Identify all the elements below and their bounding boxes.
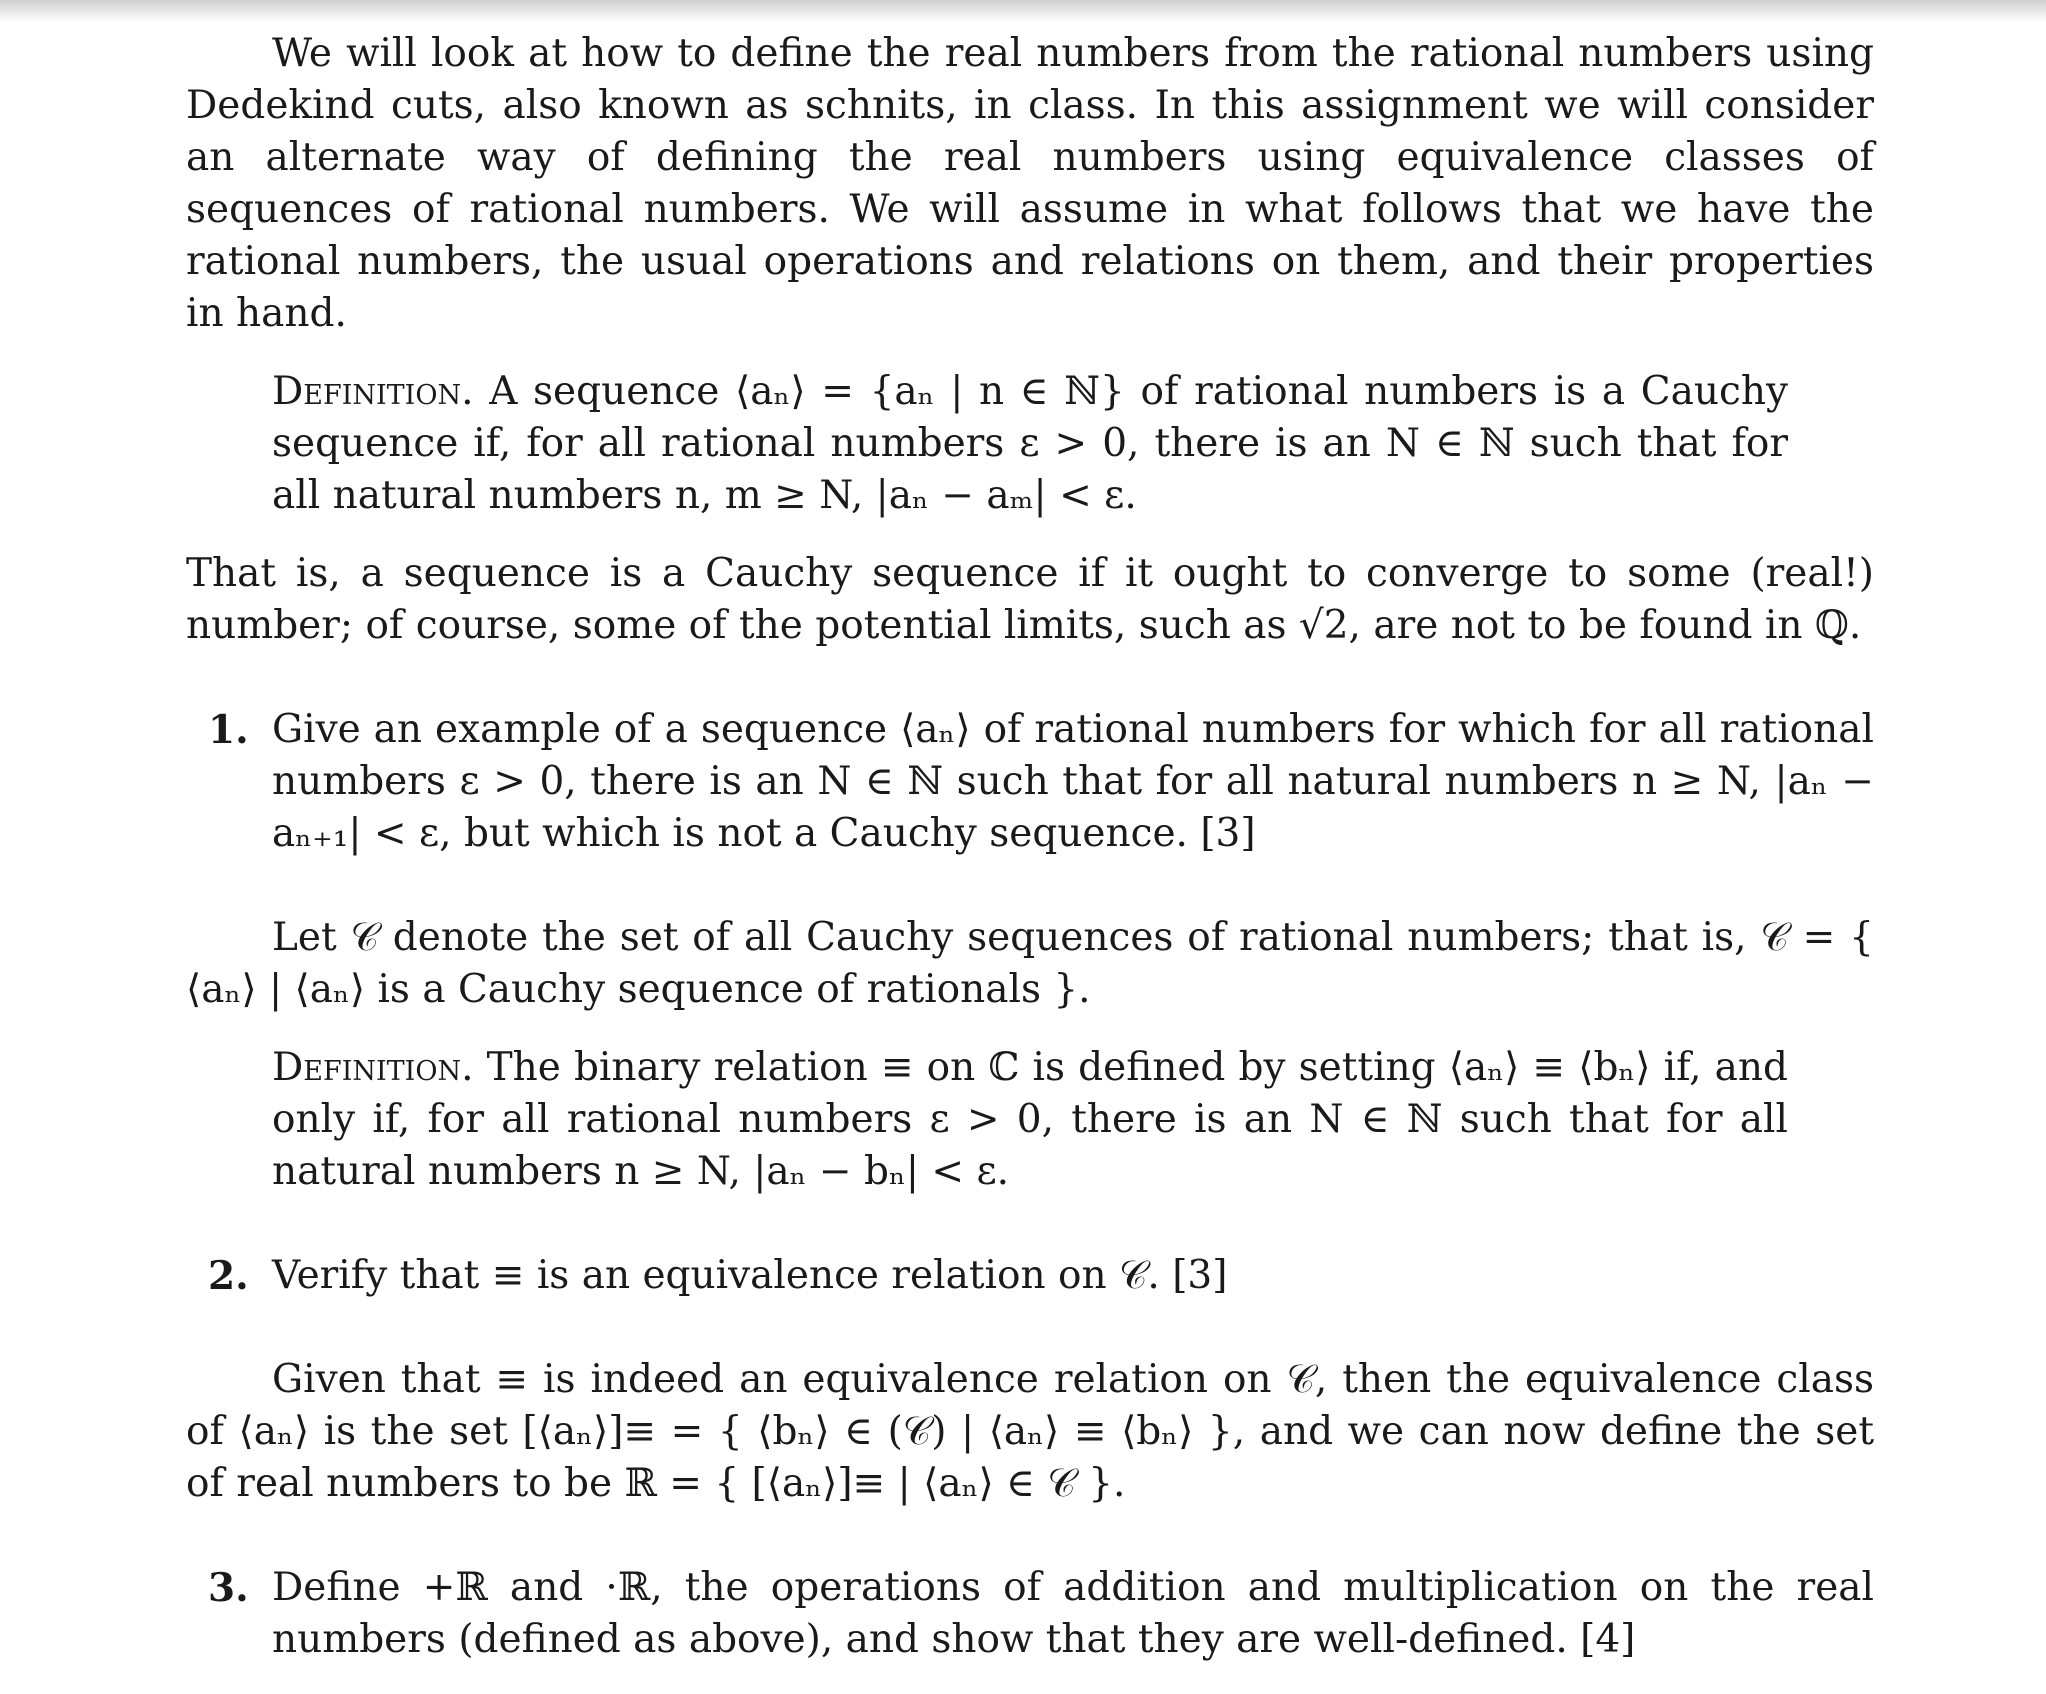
question-text: Verify that ≡ is an equivalence relation on 𝒞. [3] [272,1253,1228,1298]
equivalence-class-paragraph: Given that ≡ is indeed an equivalence relation on 𝒞, then the equivalence class of ⟨aₙ⟩ is the set [⟨aₙ⟩]≡ = { ⟨bₙ⟩ ∈ (𝒞) | ⟨aₙ⟩ ≡ ⟨bₙ⟩ }, and we can now define the set of real numbers to be ℝ = { [⟨aₙ⟩]≡ | ⟨aₙ⟩ ∈ 𝒞 }. [186,1357,1874,1506]
question-3 [208,1562,1874,1666]
definition-label: Definition. [272,1045,474,1090]
definition-cauchy [272,366,1788,522]
question-text: Give an example of a sequence ⟨aₙ⟩ of rational numbers for which for all rational numbers ε > 0, there is an N ∈ ℕ such that for all natural numbers n ≥ N, |aₙ − aₙ₊₁| < ε, but which is not a Cauchy sequence. [3] [272,707,1874,856]
window-top-shadow [0,0,2046,22]
set-c-paragraph: Let 𝒞 denote the set of all Cauchy sequences of rational numbers; that is, 𝒞 = { ⟨aₙ⟩ | ⟨aₙ⟩ is a Cauchy sequence of rationals }. [186,915,1874,1012]
definition-text: A sequence ⟨aₙ⟩ = {aₙ | n ∈ ℕ} of rational numbers is a Cauchy sequence if, for all rational numbers ε > 0, there is an N ∈ ℕ such that for all natural numbers n, m ≥ N, |aₙ − aₘ| < ε. [272,369,1788,518]
question-number: 2. [208,1253,249,1299]
question-number: 3. [208,1565,249,1611]
cauchy-explanation: That is, a sequence is a Cauchy sequence if it ought to converge to some (real!) number; of course, some of the potential limits, such as √2, are not to be found in ℚ. [186,551,1874,648]
definition-text: The binary relation ≡ on ℂ is defined by setting ⟨aₙ⟩ ≡ ⟨bₙ⟩ if, and only if, for all rational numbers ε > 0, there is an N ∈ ℕ such that for all natural numbers n ≥ N, |aₙ − bₙ| < ε. [272,1045,1788,1194]
question-number: 1. [208,707,249,753]
intro-paragraph: We will look at how to define the real numbers from the rational numbers using Dedekind cuts, also known as schnits, in class. In this assignment we will consider an alternate way of defining the real numbers using equivalence classes of sequences of rational numbers. We will assume in what follows that we have the rational numbers, the usual operations and relations on them, and their properties in hand. [186,31,1874,336]
question-2 [208,1250,1874,1302]
question-text: Define +ℝ and ·ℝ, the operations of addition and multiplication on the real numbers (defined as above), and show that they are well-defined. [4] [272,1565,1874,1662]
definition-label: Definition. [272,369,474,414]
question-1 [208,704,1874,860]
definition-equivalence [272,1042,1788,1198]
document-body [186,28,1874,1666]
